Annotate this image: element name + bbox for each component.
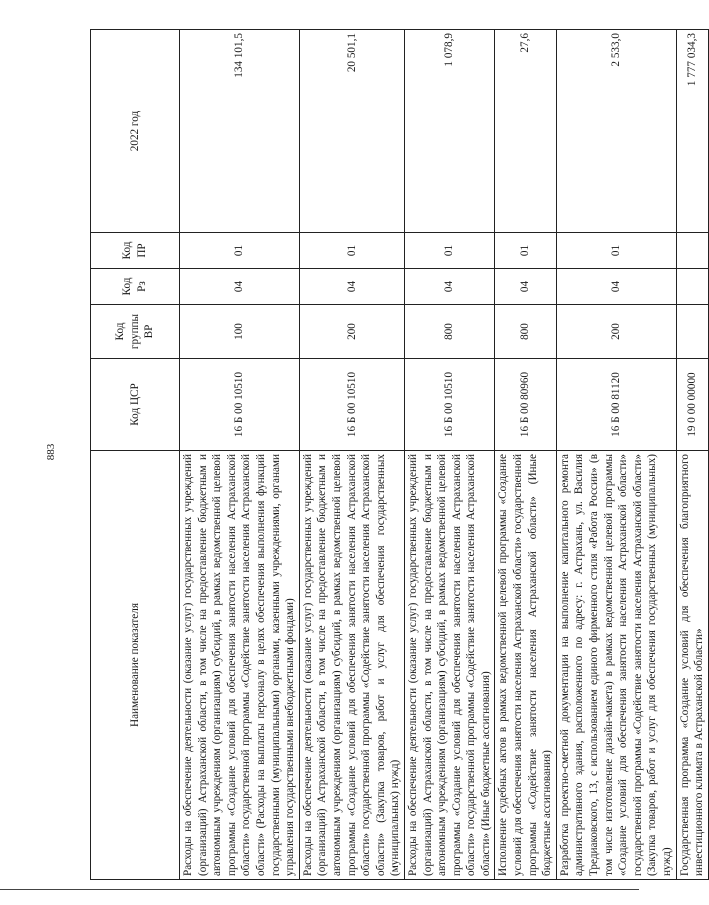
header-vr: Код группы ВР <box>91 305 180 359</box>
row-csr: 19 0 00 00000 <box>676 359 708 451</box>
table-row <box>556 30 676 880</box>
page-number: 883 <box>45 443 57 461</box>
row-csr: 16 Б 00 80960 <box>495 359 556 451</box>
row-name: Разработка проектно-сметной документации на выполнение капитального ремонта административного здания, расположенного по адресу: г. Астрахань, ул. Василия Тредиаковского, 13, с использованием единого фирменного стиля «Работа России» (в том числе изготовление дизайн-макета) в рамках ведомственной целевой программы «Создание условий для обеспечения занятости населения Астраханской области» государственной программы «Содействие занятости населения Астраханской области» (Закупка товаров, работ и услуг для обеспечения государственных (муниципальных) нужд) <box>556 451 676 880</box>
row-rz: 04 <box>180 269 300 305</box>
row-csr: 16 Б 00 10510 <box>180 359 300 451</box>
header-pr: Код ПР <box>91 233 180 269</box>
header-rz: Код Рз <box>91 269 180 305</box>
row-rz: 04 <box>299 269 404 305</box>
row-vr <box>676 305 708 359</box>
row-pr: 01 <box>180 233 300 269</box>
row-rz: 04 <box>495 269 556 305</box>
header-row <box>91 30 180 880</box>
row-vr: 100 <box>180 305 300 359</box>
row-amount: 1 078,9 <box>404 30 495 233</box>
row-pr <box>676 233 708 269</box>
rotated-page <box>90 30 706 880</box>
row-name: Государственная программа «Создание условий для обеспечения благоприятного инвестиционного климата в Астраханской области» <box>676 451 708 880</box>
row-csr: 16 Б 00 10510 <box>404 359 495 451</box>
table-row <box>180 30 300 880</box>
row-rz: 04 <box>556 269 676 305</box>
row-name: Исполнение судебных актов в рамках ведомственной целевой программы «Создание условий для обеспечения занятости населения Астраханской области» государственной программы «Содействие занятости населения Астраханской области» (Иные бюджетные ассигнования) <box>495 451 556 880</box>
row-name: Расходы на обеспечение деятельности (оказание услуг) государственных учреждений (организаций) Астраханской области, в том числе на предоставление бюджетным и автономным учреждениям (организациям) субсидий, в рамках ведомственной целевой программы «Создание условий для обеспечения занятости населения Астраханской области» государственной программы «Содействие занятости населения Астраханской области» (Иные бюджетные ассигнования) <box>404 451 495 880</box>
row-rz <box>676 269 708 305</box>
row-pr: 01 <box>404 233 495 269</box>
row-vr: 200 <box>556 305 676 359</box>
row-amount: 134 101,5 <box>180 30 300 233</box>
scan-edge-line <box>0 889 639 890</box>
header-year: 2022 год <box>91 30 180 233</box>
row-vr: 800 <box>495 305 556 359</box>
row-csr: 16 Б 00 10510 <box>299 359 404 451</box>
table-row <box>495 30 556 880</box>
row-vr: 200 <box>299 305 404 359</box>
row-amount: 1 777 034,3 <box>676 30 708 233</box>
header-name: Наименование показателя <box>91 451 180 880</box>
budget-table <box>90 29 709 880</box>
table-row <box>404 30 495 880</box>
row-name: Расходы на обеспечение деятельности (оказание услуг) государственных учреждений (организаций) Астраханской области, в том числе на предоставление бюджетным и автономным учреждениям (организациям) субсидий, в рамках ведомственной целевой программы «Создание условий для обеспечения занятости населения Астраханской области» государственной программы «Содействие занятости населения Астраханской области» (Расходы на выплаты персоналу в целях обеспечения выполнения функций государственными (муниципальными) органами, казенными учреждениями, органами управления государственными внебюджетными фондами) <box>180 451 300 880</box>
row-name: Расходы на обеспечение деятельности (оказание услуг) государственных учреждений (организаций) Астраханской области, в том числе на предоставление бюджетным и автономным учреждениям (организациям) субсидий, в рамках ведомственной целевой программы «Создание условий для обеспечения занятости населения Астраханской области» государственной программы «Содействие занятости населения Астраханской области» (Закупка товаров, работ и услуг для обеспечения государственных (муниципальных) нужд) <box>299 451 404 880</box>
row-pr: 01 <box>556 233 676 269</box>
table-row <box>299 30 404 880</box>
row-csr: 16 Б 00 81120 <box>556 359 676 451</box>
row-amount: 27,6 <box>495 30 556 233</box>
row-rz: 04 <box>404 269 495 305</box>
table-row <box>676 30 708 880</box>
row-pr: 01 <box>495 233 556 269</box>
row-pr: 01 <box>299 233 404 269</box>
row-amount: 2 533,0 <box>556 30 676 233</box>
row-vr: 800 <box>404 305 495 359</box>
header-csr: Код ЦСР <box>91 359 180 451</box>
row-amount: 20 501,1 <box>299 30 404 233</box>
